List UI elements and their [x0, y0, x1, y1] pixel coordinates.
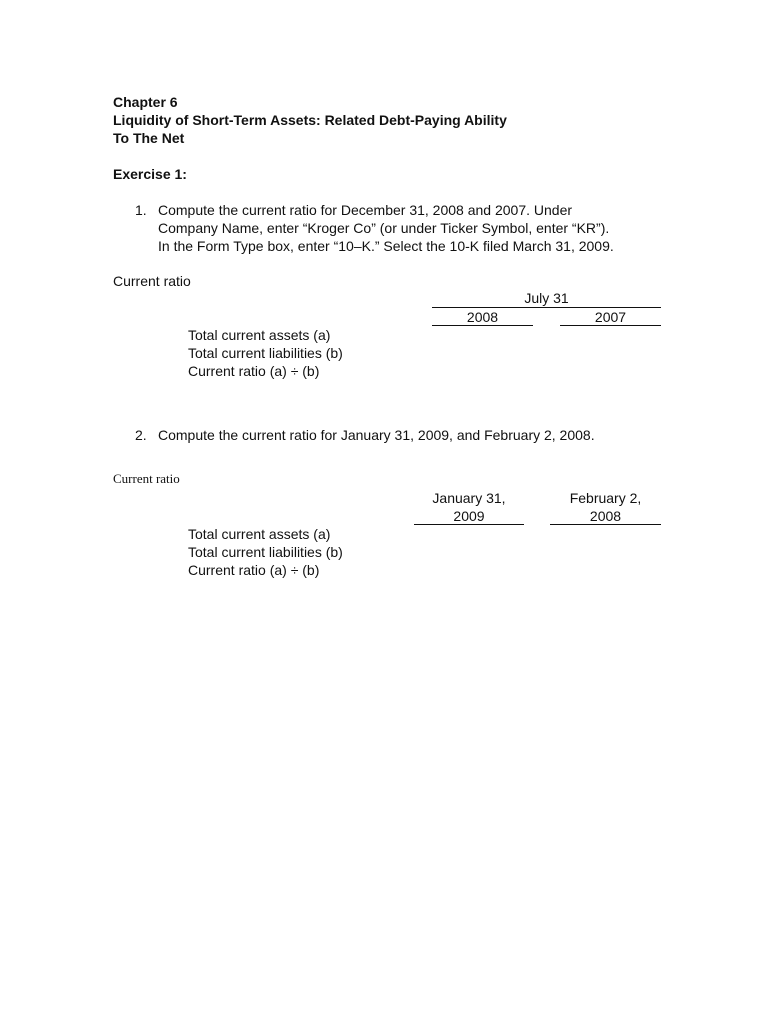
table-1-row-liabilities: Total current liabilities (b) — [188, 345, 343, 361]
question-1-line-2: Company Name, enter “Kroger Co” (or under Ticker Symbol, enter “KR”). — [158, 220, 610, 236]
question-2-number: 2. — [135, 427, 147, 443]
question-2-line-1: Compute the current ratio for January 31, 2009, and February 2, 2008. — [158, 427, 595, 443]
table-2-col-jan-line-1: January 31, — [432, 490, 506, 506]
table-1-row-assets: Total current assets (a) — [188, 327, 331, 343]
question-1-line-3: In the Form Type box, enter “10–K.” Select the 10-K filed March 31, 2009. — [158, 238, 614, 254]
table-1-col-2008: 2008 — [466, 309, 499, 325]
question-1-line-1: Compute the current ratio for December 31, 2008 and 2007. Under — [158, 202, 573, 218]
table-1-col-2008-rule — [432, 325, 533, 326]
table-2-col-jan-line-2: 2009 — [453, 508, 485, 524]
table-2-caption: Current ratio — [113, 471, 180, 486]
question-1-number: 1. — [135, 202, 147, 218]
table-1-caption: Current ratio — [113, 273, 191, 289]
table-2-col-jan-rule — [414, 524, 524, 525]
table-2-row-liabilities: Total current liabilities (b) — [188, 544, 343, 560]
section-subtitle: To The Net — [113, 130, 185, 146]
table-2-row-ratio: Current ratio (a) ÷ (b) — [188, 562, 320, 578]
chapter-heading: Chapter 6 — [113, 94, 178, 110]
table-1-row-ratio: Current ratio (a) ÷ (b) — [188, 363, 320, 379]
exercise-label: Exercise 1: — [113, 166, 187, 182]
table-2-col-feb-line-2: 2008 — [589, 508, 622, 524]
table-2-col-feb-line-1: February 2, — [569, 490, 642, 506]
table-1-col-2007-rule — [560, 325, 661, 326]
table-1-col-2007: 2007 — [594, 309, 627, 325]
table-2-row-assets: Total current assets (a) — [188, 526, 331, 542]
table-1-group-header: July 31 — [524, 290, 569, 306]
chapter-title: Liquidity of Short-Term Assets: Related Debt-Paying Ability — [113, 112, 507, 128]
table-2-col-feb-rule — [550, 524, 661, 525]
